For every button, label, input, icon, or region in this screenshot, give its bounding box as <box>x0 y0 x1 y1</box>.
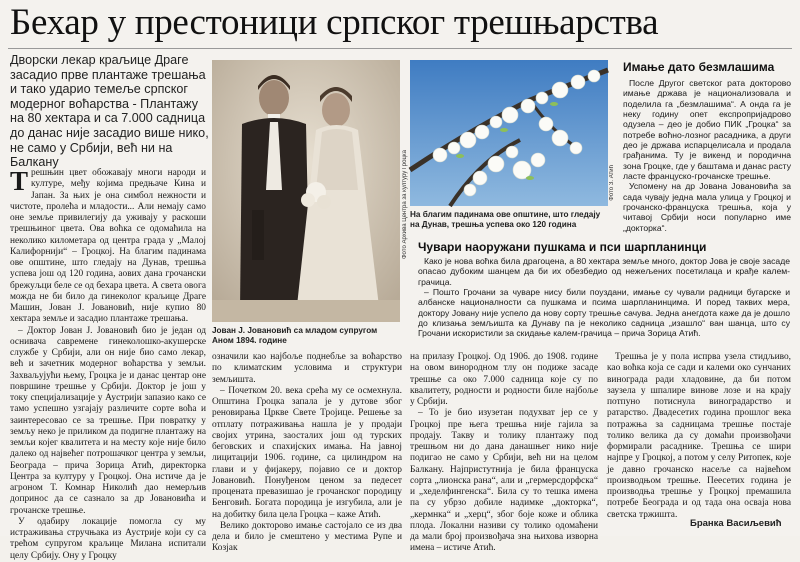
photo-credit-1: Фото Архива Центра за културу Гроцка <box>402 150 408 259</box>
col3-paragraph-1: на прилазу Гроцкој. Од 1906. до 1908. године на овом винородном тлу он подиже засаде трешње са око 7.000 садница које су по квалитету, родности и родности биле најбоље у Србији. <box>410 352 598 407</box>
blossom-photo-image <box>410 60 608 206</box>
box2-heading: Чувари наоружани пушкама и пси шарпланинци <box>418 240 707 254</box>
col3-paragraph-2: – То је био изузетан подухват јер се у Гроцкој пре њега трешња није гајила за продају. Такву и толику плантажу под трешњом ни до дана данашњег нико није подигао не само у Србији, већ ни на целом Балкану. Најпристутнија је била француска сорта „лионска рана“, али и „гермерсдорфска“ и „хеделфингенска“. Била су то тешка имена па су убрзо добиле надимке „докторка“, „кермнка“ и „херц“, због боје коже и облика плода. Локални називи су толико одомаћени да мали број произвођача зна њихова изворна имена – истиче Атић. <box>410 408 598 554</box>
box1-body <box>623 78 791 260</box>
column-2 <box>212 352 402 554</box>
col1-paragraph-1 <box>10 168 206 326</box>
col1-paragraph-3: У одабиру локације помогла су му истраживања стручњака из Аустрије који су са трећом супругом краљице Милана испитали целу Србију. Ону у Гроцку <box>10 516 206 561</box>
headline-rule <box>8 48 792 49</box>
photo-caption-1: Јован Ј. Јовановић са младом супругом Аном 1894. године <box>212 326 378 345</box>
photo-caption-2: На благим падинама ове општине, што гледају на Дунав, трешња успева око 120 година <box>410 210 601 229</box>
box1-paragraph-1: После Другог светског рата докторово имање држава је национализовала и поделила га „безмлашима“. А онда га је неку годину опет експропријадрово одузела – део је добио ПИК „Гроцка“ за потребе воћно-лозног расадника, а други део је држава испарцелисала и продала грађанима. Ту је викенд и породична зона Гроцке, где у баштама и данас расту ласте француско-грочанске трешње. <box>623 78 791 182</box>
col2-paragraph-1: означили као најбоље поднебље за воћарство по климатским условима и структури земљишта. <box>212 352 402 385</box>
col2-paragraph-3: Велико докторово имање састојало се из два дела и било је смештено у местима Рупе и Козјак <box>212 520 402 554</box>
photo-credit-2: Фото З. Атић <box>609 165 615 201</box>
drop-cap: Т <box>10 166 29 196</box>
wedding-photo <box>212 60 400 322</box>
box1-paragraph-2: Успомену на др Јована Јовановића за сада чувају једна мала улица у Гроцкој и грочанско-француска трешња, која у читавој Србији носи популарно име „докторка“. <box>623 181 791 233</box>
article-headline: Бехар у престоници српског трешњарства <box>10 2 659 43</box>
box2-paragraph-2: – Пошто Грочани за чуваре нису били поуздани, имање су чували радници бугарске и албанске националности са пушкама и псима шарпланинцима. И поред таквих мера, доктору Јовану није успело да нову сорту трешње сачува. Једна анегдота каже да је дошло до клизања земљишта ка Дунаву па је неколико садница „изашло“ ван шанца, што су Грочани искористили за скидање калем-грачица – прича Зорица Атић. <box>418 287 790 339</box>
col4-paragraph-1: Трешња је у пола испрва узела стидљиво, као воћка која се сади и калеми око сунчаних виноградa ради хладовине, да би потом заузела у шпалире винове лозе и на крају потпуно потиснула виноградарство и ратарство. Двадесетих година прошлог века потражња за садницама трешње постаје толико велика да су домаћи произвођачи формирали расаднике. Трешња се шири најпре у Гроцкој, а потом у селу Ритопек, које је давно грочанско насеље са највећом производњом трешње. Пеесетих година је производња трешње у Гроцкој премашила потребе Београда и од тада она освaja нова светска тржишта. <box>607 352 791 520</box>
article-author: Бранка Васиљевић <box>690 518 782 529</box>
col2-paragraph-2: – Почетком 20. века срећа му се осмехнула. Општина Гроцка запала је у дутове због реновирања Цркве Свете Тројице. Решење за отплату потраживања нашла је у продаји својих утрина, заосталих још од турских беговских и спахијских имања. На јавној лицитацији 1906. године, са цилиндром на глави и у фијакеру, појавио се и доктор Јовановић. Понуђеном ценом за педесет процената превазишао је грочанског породицу Бенговић. Богата породица је изгубила, али је на добитку била цела Гроцка – каже Атић. <box>212 385 402 520</box>
column-3 <box>410 352 598 554</box>
col1-paragraph-2: – Доктор Јован Ј. Јовановић био је један од оснивача савремене гинеколошко-акушерске службе у Србији, али он није био само лекар, већ и зачетник модерног воћарства у земљи. Захваљујући њему, Гроцка је и данас центар оне површине трешње у Србији. Доктор је још у току специјализације у Аустрији запазио како се тамо успешно узгајају различите сорте воћа и заинтересовао се за трешње. При повратку у земљу неко је приликом да подигне плантажу на земљи којег квалитета и на месту које није било далеко од највећег потрошачког центра у земљи, Београда – прича Зорица Атић, директорка Центра за културу у Гроцкој. Она истиче да је агроном Т. Комнар Николић дао немерљив допринос да се сазнало за др Јовановића и грочанске трешње. <box>10 325 206 516</box>
box2-paragraph-1: Како је нова воћка била драгоцена, а 80 хектара земље много, доктор Јова је своје засаде опасао дубоким шанцем да би их обезбедио од нежељених посетилаца и крађе калем-грачица. <box>418 256 790 287</box>
blossom-photo <box>410 60 608 206</box>
col1-text-1: решњин цвет обожавају многи народи и културе, међу којима предњаче Кина и Јапан. За њих је она симбол нежности и чистоте, пролећа и младости... Али немају само оне земље привилегију да уживају у раскоши трешњиног цвета. Ова воћка се одомаћила на неколико километара од центра града у „Малој Калифорнији“ – Гроцкој. На благим падинама ове општине, што гледају на Дунав, трешња успева још од 120 година, аових дана грочански брежуљци беле се од бехара цвета. А света овога можда не би било да гинеколог краљице Драге Машин, Јован Ј. Јовановић, није купио 80 хектара земље и засадио плантаже трешања. <box>10 168 206 325</box>
box1-heading: Имање дато безмлашима <box>623 60 775 74</box>
article-deck: Дворски лекар краљице Драге засадио прве плантаже трешања и тако ударио темеље српског модерног воћарства - Плантажу на 80 хектара и са 7.000 садница до данас није засадио више нико, не само у Србији, већ ни на Балкану <box>10 53 209 170</box>
box2-body <box>418 256 790 338</box>
column-1 <box>10 166 206 561</box>
wedding-photo-image <box>212 60 400 322</box>
column-4 <box>607 352 791 520</box>
